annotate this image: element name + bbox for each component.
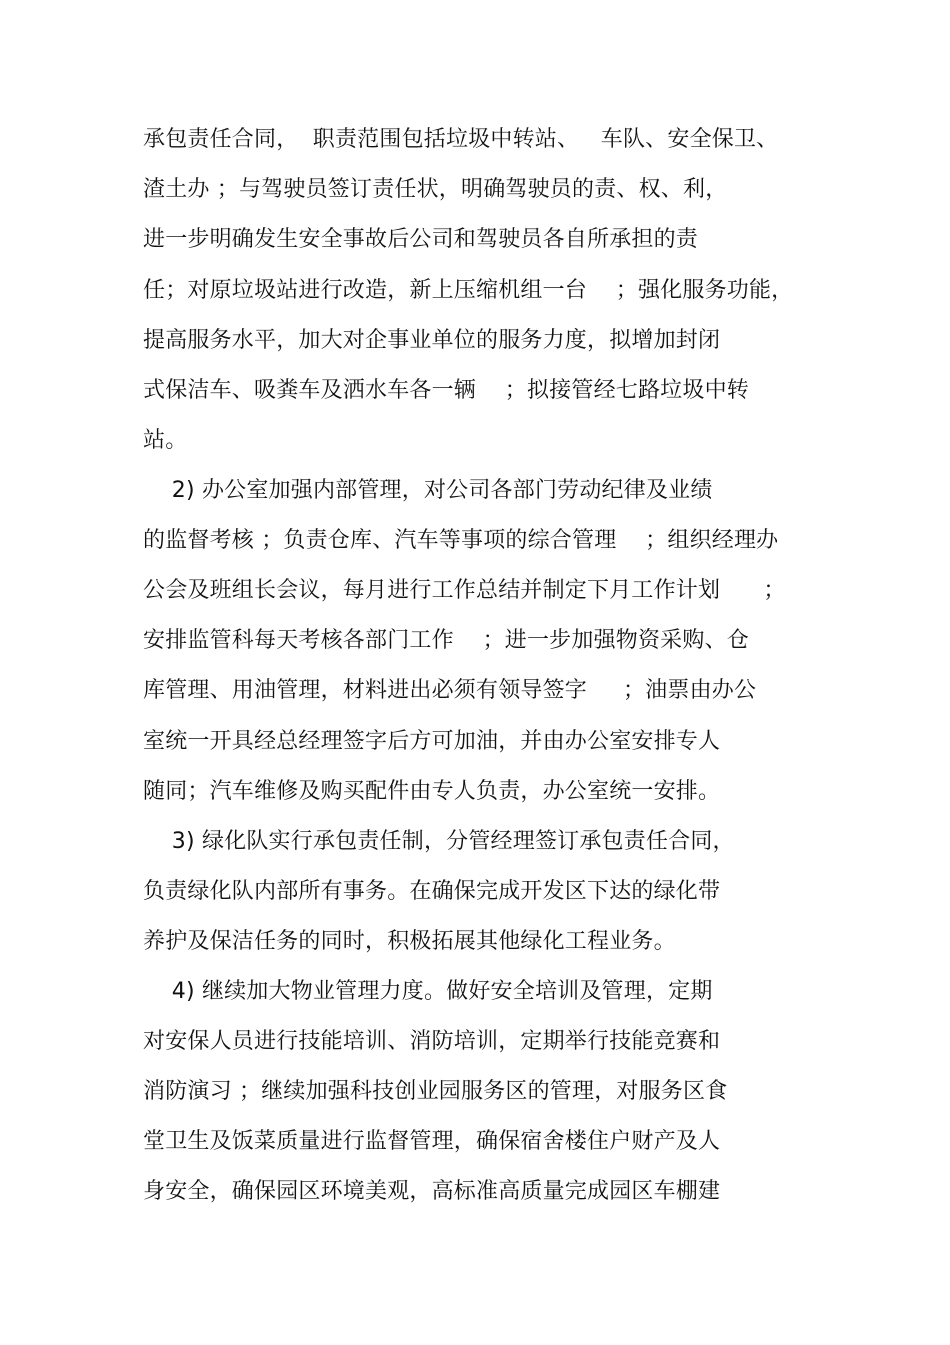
text-line: 消防演习 ；继续加强科技创业园服务区的管理，对服务区食 (143, 1079, 728, 1104)
text-line: 库管理、用油管理，材料进出必须有领导签字 ；油票由办公 (143, 678, 757, 703)
text-line: 身安全，确保园区环境美观，高标准高质量完成园区车棚建 (143, 1179, 721, 1204)
text-line: 任；对原垃圾站进行改造，新上压缩机组一台 ；强化服务功能， (143, 278, 794, 303)
text-line: 式保洁车、吸粪车及洒水车各一辆 ；拟接管经七路垃圾中转 (143, 378, 749, 403)
text-line: 站。 (143, 428, 188, 453)
paragraph-2-start: 2) 办公室加强内部管理，对公司各部门劳动纪律及业绩 (143, 478, 713, 503)
paragraph-4-start: 4) 继续加大物业管理力度。做好安全培训及管理，定期 (143, 979, 713, 1004)
text-line: 提高服务水平，加大对企事业单位的服务力度，拟增加封闭 (143, 328, 721, 353)
text-line: 堂卫生及饭菜质量进行监督管理，确保宿舍楼住户财产及人 (143, 1129, 721, 1154)
text-line: 养护及保洁任务的同时，积极拓展其他绿化工程业务。 (143, 929, 676, 954)
paragraph-3-start: 3) 绿化队实行承包责任制，分管经理签订承包责任合同， (143, 829, 735, 854)
text-line: 安排监管科每天考核各部门工作 ；进一步加强物资采购、仓 (143, 628, 749, 653)
text-line: 随同；汽车维修及购买配件由专人负责，办公室统一安排。 (143, 779, 721, 804)
text-line: 承包责任合同， 职责范围包括垃圾中转站、 车队、安全保卫、 (143, 127, 779, 152)
text-line: 的监督考核 ；负责仓库、汽车等事项的综合管理 ；组织经理办 (143, 528, 779, 553)
text-line: 负责绿化队内部所有事务。在确保完成开发区下达的绿化带 (143, 879, 721, 904)
text-line: 进一步明确发生安全事故后公司和驾驶员各自所承担的责 (143, 227, 699, 252)
text-line: 室统一开具经总经理签字后方可加油，并由办公室安排专人 (143, 729, 721, 754)
text-line: 对安保人员进行技能培训、消防培训，定期举行技能竞赛和 (143, 1029, 721, 1054)
text-line: 公会及班组长会议，每月进行工作总结并制定下月工作计划 ； (143, 578, 786, 603)
text-line: 渣土办 ；与驾驶员签订责任状，明确驾驶员的责、权、利， (143, 177, 728, 202)
